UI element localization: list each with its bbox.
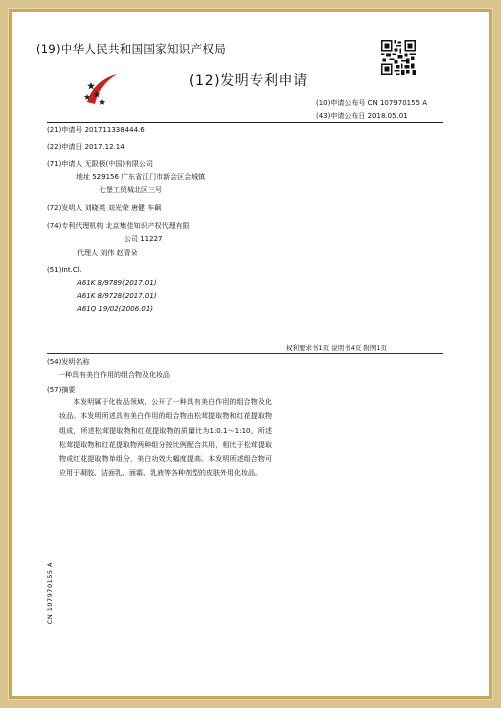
application-date: (22)申请日 2017.12.14 (47, 143, 125, 151)
applicant: (71)申请人 无限极(中国)有限公司 (47, 160, 154, 168)
sheet-count: 权利要求书1页 说明书4页 附图1页 (286, 344, 388, 352)
publication-number: (10)申请公布号 CN 107970155 A (316, 99, 428, 107)
side-publication-number: CN 107970155 A (46, 562, 54, 625)
section-rule (47, 353, 443, 354)
abstract-label: (57)摘要 (47, 386, 76, 394)
title-label: (54)发明名称 (47, 358, 90, 366)
invention-title: 一种具有美白作用的组合物及化妆品 (58, 371, 170, 379)
publication-date: (43)申请公布日 2018.05.01 (316, 112, 408, 120)
agent: 代理人 刘伟 赵青朵 (77, 249, 138, 257)
ipc-label: (51)Int.Cl. (47, 266, 82, 274)
patent-agency-line2: 公司 11227 (124, 235, 163, 243)
publication-info (316, 97, 427, 123)
ipc-entry: A61K 8/9728(2017.01) (77, 292, 157, 300)
address-line2: 七堡工贸城北区三号 (99, 186, 162, 194)
qr-code-icon (381, 40, 416, 75)
header-rule (47, 122, 443, 123)
address-line1: 地址 529156 广东省江门市新会区会城镇 (76, 173, 206, 181)
patent-office-emblem-icon (83, 70, 119, 108)
abstract-text: 本发明属于化妆品领域，公开了一种具有美白作用的组合物及化妆品。本发明所述具有美白作用的组合物由松茸提取物和红花提取物组成，所述松茸提取物和红花提取物的质量比为1:0.1～1:10。所述松茸提取物和红花提取物两种组分按比例配合共用，相比于松茸提取物或红花提取物单组分，美白功效大幅度提高。本发明所述组合物可应用于凝胶、洁面乳、面霜、乳液等各种剂型的皮肤外用化妆品。 (59, 398, 272, 478)
ipc-entry: A61Q 19/02(2006.01) (77, 305, 154, 313)
ipc-entry: A61K 8/9789(2017.01) (77, 279, 157, 287)
inventors: (72)发明人 刘晓英 刘光荣 唐健 车飙 (47, 204, 162, 212)
office-name: (19)中华人民共和国国家知识产权局 (36, 42, 227, 56)
application-number: (21)申请号 201711338444.6 (47, 126, 145, 134)
document-type: (12)发明专利申请 (189, 73, 308, 89)
patent-agency: (74)专利代理机构 北京集佳知识产权代理有限 (47, 222, 190, 230)
